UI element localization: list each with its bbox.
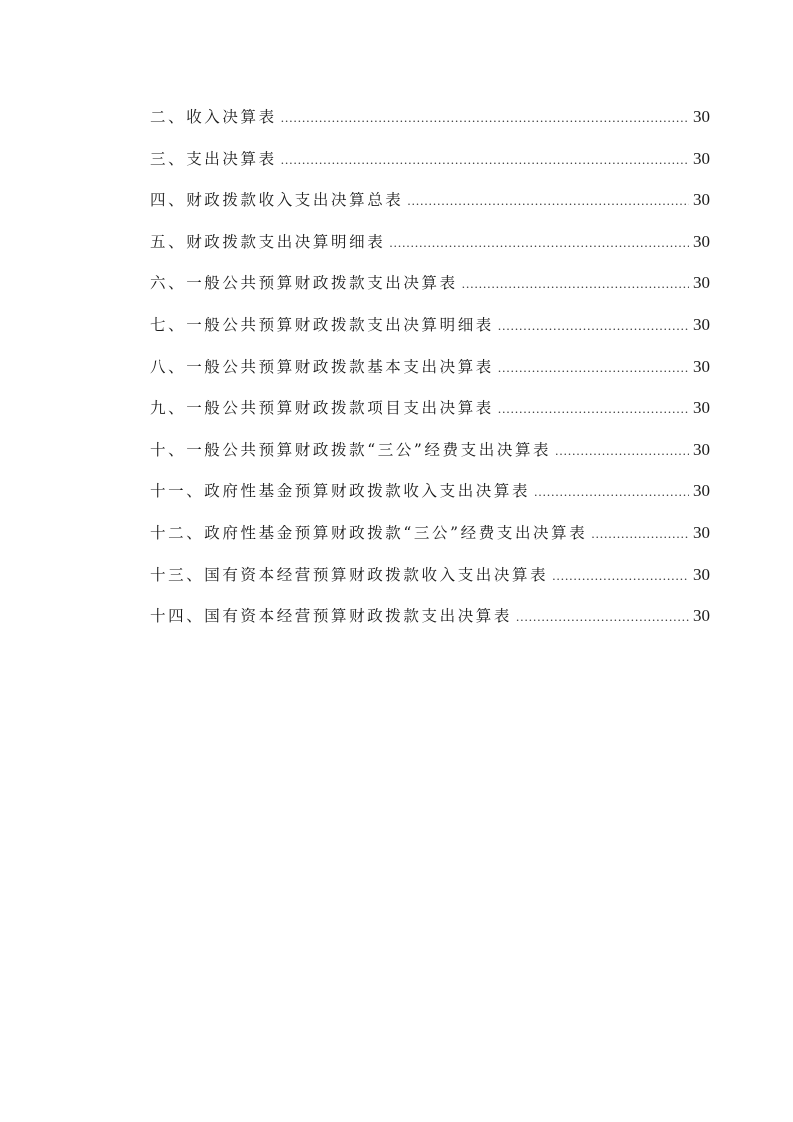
- toc-entry-title: 四、财政拨款收入支出决算总表: [150, 191, 404, 210]
- toc-entry-title: 六、一般公共预算财政拨款支出决算表: [150, 274, 458, 293]
- toc-dot-leader: [555, 438, 689, 464]
- toc-entry-title: 五、财政拨款支出决算明细表: [150, 232, 386, 251]
- toc-page-number: 30: [693, 481, 710, 501]
- toc-entry[interactable]: [150, 187, 710, 229]
- toc-entry-title: 十、一般公共预算财政拨款“三公”经费支出决算表: [150, 440, 552, 459]
- toc-page-number: 30: [693, 314, 710, 334]
- toc-dot-leader: [498, 396, 689, 422]
- toc-page-number: 30: [693, 564, 710, 584]
- toc-entry-title: 二、收入决算表: [150, 108, 277, 126]
- toc-entry[interactable]: [150, 478, 710, 520]
- toc-entry[interactable]: [150, 312, 710, 354]
- toc-dot-leader: [407, 188, 689, 214]
- toc-entry-title: 三、支出决算表: [150, 149, 277, 168]
- toc-entry[interactable]: [150, 229, 710, 271]
- toc-entry[interactable]: [150, 104, 710, 146]
- toc-entry-title: 八、一般公共预算财政拨款基本支出决算表: [150, 357, 494, 376]
- toc-dot-leader: [281, 147, 689, 173]
- toc-page-number: 30: [693, 606, 710, 626]
- toc-page-number: 30: [693, 190, 710, 210]
- toc-dot-leader: [552, 563, 689, 589]
- toc-entry-title: 十三、国有资本经营预算财政拨款收入支出决算表: [150, 565, 549, 584]
- toc-entry[interactable]: [150, 603, 710, 645]
- toc-entry[interactable]: [150, 520, 710, 562]
- toc-entry-title: 十四、国有资本经营预算财政拨款支出决算表: [150, 607, 513, 626]
- toc-page-number: 30: [693, 356, 710, 376]
- toc-dot-leader: [462, 271, 689, 297]
- toc-dot-leader: [389, 230, 689, 256]
- toc-dot-leader: [534, 479, 689, 505]
- toc-entry-title: 十一、政府性基金预算财政拨款收入支出决算表: [150, 482, 531, 501]
- toc-entry[interactable]: [150, 270, 710, 312]
- toc-entry-title: 九、一般公共预算财政拨款项目支出决算表: [150, 399, 494, 418]
- toc-entry-title: 七、一般公共预算财政拨款支出决算明细表: [150, 315, 494, 334]
- toc-entry[interactable]: [150, 146, 710, 188]
- toc-page-number: 30: [693, 107, 710, 126]
- toc-entry[interactable]: [150, 395, 710, 437]
- toc-dot-leader: [498, 355, 689, 381]
- toc-dot-leader: [281, 105, 689, 131]
- table-of-contents: [150, 104, 710, 645]
- toc-page-number: 30: [693, 148, 710, 168]
- toc-page-number: 30: [693, 522, 710, 542]
- toc-page-number: 30: [693, 231, 710, 251]
- toc-entry[interactable]: [150, 354, 710, 396]
- toc-page-number: 30: [693, 439, 710, 459]
- toc-entry-title: 十二、政府性基金预算财政拨款“三公”经费支出决算表: [150, 523, 588, 542]
- toc-dot-leader: [498, 313, 689, 339]
- toc-page-number: 30: [693, 273, 710, 293]
- toc-entry[interactable]: [150, 437, 710, 479]
- toc-dot-leader: [516, 604, 689, 630]
- toc-entry[interactable]: [150, 562, 710, 604]
- toc-page-number: 30: [693, 398, 710, 418]
- toc-dot-leader: [591, 521, 689, 547]
